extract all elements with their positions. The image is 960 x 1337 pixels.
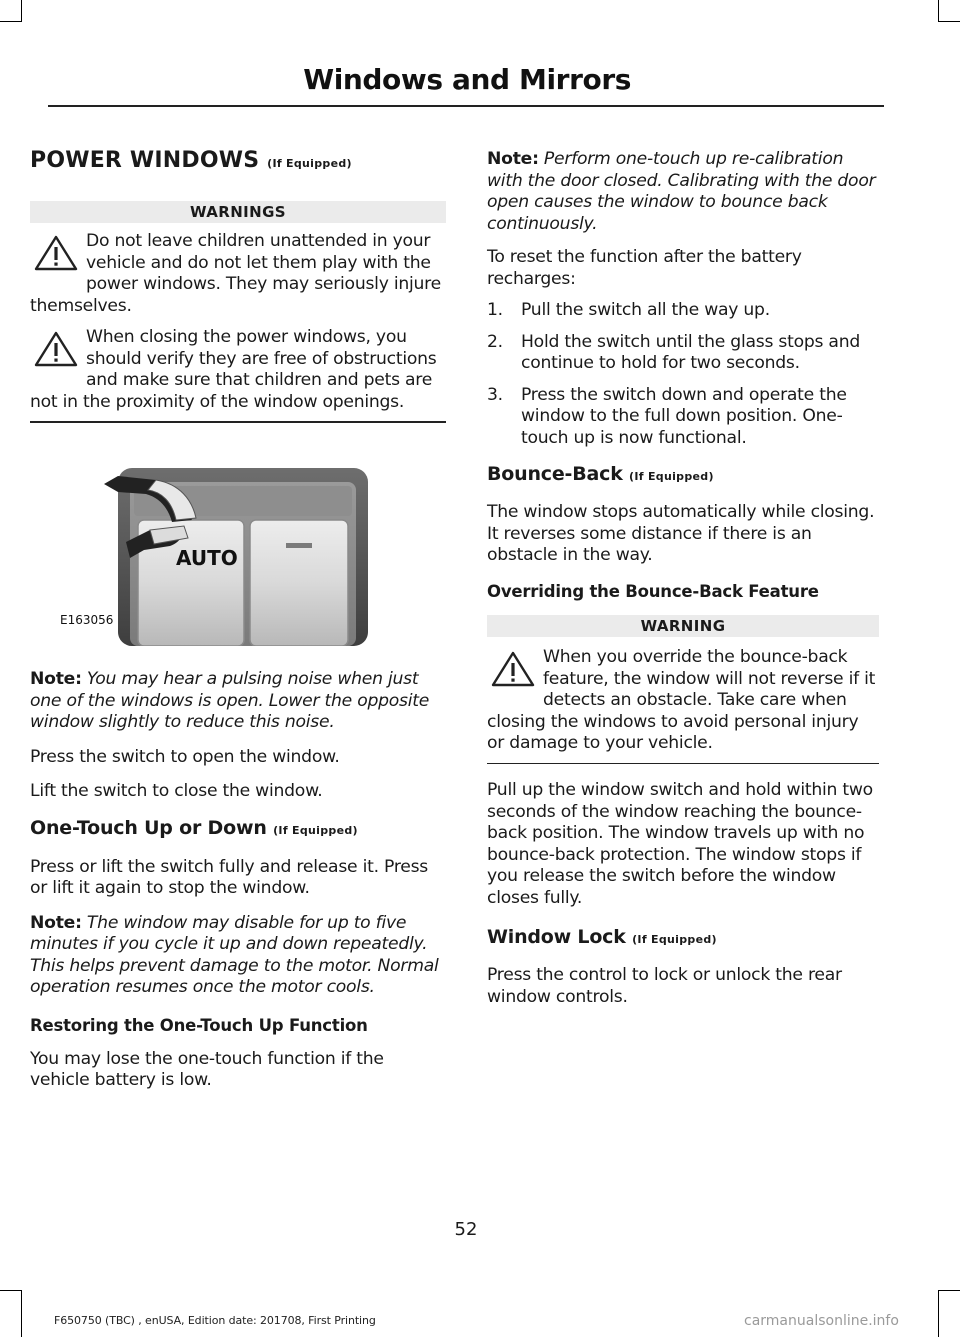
subsection-title: Bounce-Back (If Equipped) xyxy=(487,463,714,485)
crop-mark xyxy=(938,1290,960,1291)
note-key: Note: xyxy=(487,149,539,169)
crop-mark xyxy=(0,21,22,22)
page-header-title: Windows and Mirrors xyxy=(303,63,631,96)
body-paragraph: The window stops automatically while closing. It reverses some distance if there is an obstacle in the way. xyxy=(487,502,875,565)
warning-divider xyxy=(487,763,879,765)
crop-mark xyxy=(938,21,960,22)
body-paragraph: Lift the switch to close the window. xyxy=(30,781,323,801)
crop-mark xyxy=(21,0,22,22)
right-body xyxy=(487,149,881,605)
warning-triangle-icon xyxy=(491,651,535,687)
note-key: Note: xyxy=(30,912,82,933)
section-title: POWER WINDOWS (If Equipped) xyxy=(30,148,352,173)
body-paragraph: Press the control to lock or unlock the rear window controls. xyxy=(487,965,842,1007)
if-equipped-tag: (If Equipped) xyxy=(267,157,352,170)
list-item: 2. Hold the switch until the glass stops and continue to hold for two seconds. xyxy=(487,331,861,373)
note-paragraph xyxy=(487,149,881,235)
watermark: carmanualsonline.info xyxy=(744,1313,899,1329)
warnings-box xyxy=(30,201,446,423)
warning-text: When closing the power windows, you should verify they are free of obstructions and make sure that children and pets are not in the proximity of the window openings. xyxy=(30,327,437,412)
reset-steps-list xyxy=(487,300,881,449)
crop-mark xyxy=(938,0,939,22)
header-divider xyxy=(48,105,884,107)
warning-triangle-icon xyxy=(34,235,78,271)
warning-item xyxy=(487,647,879,755)
body-paragraph: To reset the function after the battery recharges: xyxy=(487,247,802,289)
body-paragraph: Press the switch to open the window. xyxy=(30,746,340,767)
list-item: 3. Press the switch down and operate the window to the full down position. One-touch up is now functional. xyxy=(487,384,847,448)
if-equipped-tag: (If Equipped) xyxy=(629,470,714,483)
left-column xyxy=(30,146,446,179)
window-switch-illustration xyxy=(60,440,446,646)
crop-mark xyxy=(21,1290,22,1337)
left-body xyxy=(30,669,448,1092)
warnings-label: WARNINGS xyxy=(30,201,446,223)
note-text: The window may disable for up to five minutes if you cycle it up and down repeatedly. This helps prevent damage to the motor. Normal operation resumes once the motor cools. xyxy=(30,912,439,997)
subsection-title: Window Lock (If Equipped) xyxy=(487,926,717,948)
note-text: Perform one-touch up re-calibration with the door closed. Calibrating with the door open causes the window to bounce back continuously. xyxy=(487,149,876,234)
page-number: 52 xyxy=(454,1219,478,1240)
if-equipped-tag: (If Equipped) xyxy=(273,823,358,837)
body-paragraph: Pull up the window switch and hold within two seconds of the window reaching the bounce-back position. The window travels up with no bounce-back protection. The window stops if you release the switch before the window closes fully. xyxy=(487,780,873,908)
note-text: You may hear a pulsing noise when just one of the windows is open. Lower the opposite window slightly to reduce this noise. xyxy=(30,669,430,732)
edition-info: F650750 (TBC) , enUSA, Edition date: 201708, First Printing xyxy=(54,1314,376,1327)
note-paragraph xyxy=(30,913,448,999)
note-paragraph xyxy=(30,669,448,734)
warning-label: WARNING xyxy=(487,615,879,637)
warning-text: Do not leave children unattended in your vehicle and do not let them play with the power windows. They may seriously injure themselves. xyxy=(30,231,441,316)
list-item: 1. Pull the switch all the way up. xyxy=(487,300,770,320)
warning-item xyxy=(30,231,446,317)
crop-mark xyxy=(0,1290,22,1291)
figure-code: E163056 xyxy=(60,613,114,627)
warning-item xyxy=(30,327,446,413)
subsection-title: One-Touch Up or Down (If Equipped) xyxy=(30,816,358,839)
subsection-title: Overriding the Bounce-Back Feature xyxy=(487,581,819,601)
subsection-title: Restoring the One-Touch Up Function xyxy=(30,1015,368,1035)
body-paragraph: Press or lift the switch fully and release it. Press or lift it again to stop the window. xyxy=(30,856,428,898)
right-body-lower xyxy=(487,780,881,1008)
note-key: Note: xyxy=(30,669,82,689)
if-equipped-tag: (If Equipped) xyxy=(632,933,717,946)
crop-mark xyxy=(938,1290,939,1337)
warnings-divider xyxy=(30,421,446,423)
warning-triangle-icon xyxy=(34,331,78,367)
warning-text: When you override the bounce-back feature, the window will not reverse if it detects an obstacle. Take care when closing the windows to avoid personal injury or damage to your vehicle. xyxy=(487,647,876,753)
warning-box xyxy=(487,615,879,764)
auto-label: AUTO xyxy=(176,546,238,570)
body-paragraph: You may lose the one-touch function if the vehicle battery is low. xyxy=(30,1048,384,1090)
